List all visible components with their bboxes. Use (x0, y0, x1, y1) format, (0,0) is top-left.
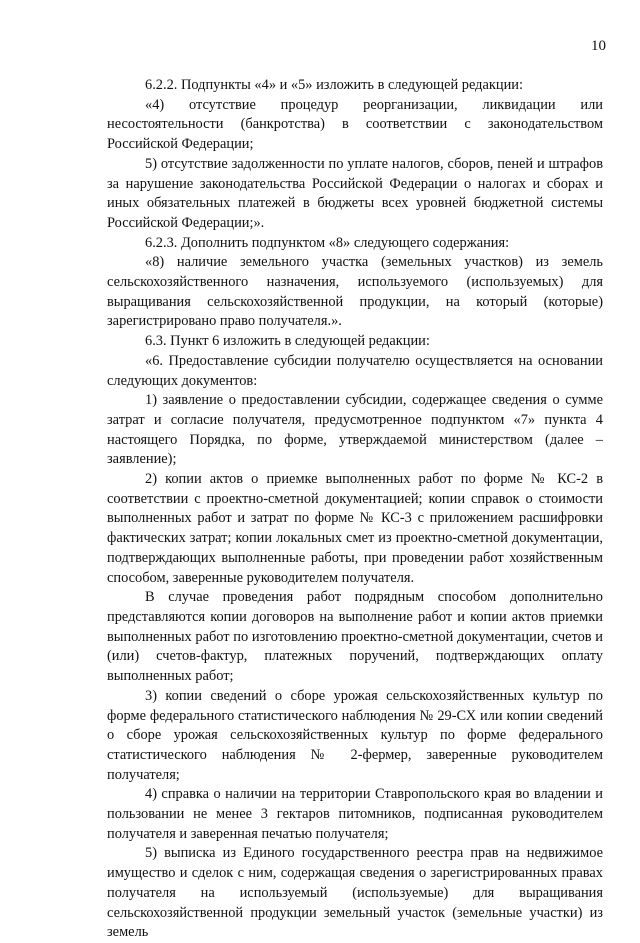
document-body (107, 76, 603, 943)
paragraph-6-3: 6.3. Пункт 6 изложить в следующей редакции: (145, 333, 430, 350)
paragraph-subitem-8: «8) наличие земельного участка (земельных участков) из земель сельскохозяйственного назначения, используемого (используемых) для выращивания сельскохозяйственной продукции, на который (которые) зарегистрировано право получателя.». (107, 254, 603, 330)
paragraph-doc-4: 4) справка о наличии на территории Ставропольского края во владении и пользовании не менее 3 гектаров питомников, подписанная руководителем получателя и заверенная печатью получателя; (107, 786, 603, 842)
paragraph-item-6: «6. Предоставление субсидии получателю осуществляется на основании следующих документов: (107, 352, 603, 389)
paragraph-doc-1: 1) заявление о предоставлении субсидии, содержащее сведения о сумме затрат и согласие получателя, предусмотренное подпунктом «7» пункта 4 настоящего Порядка, по форме, утверждаемой министерством (далее – заявление); (107, 392, 603, 468)
paragraph-6-2-3: 6.2.3. Дополнить подпунктом «8» следующего содержания: (145, 234, 510, 251)
paragraph-subitem-5: 5) отсутствие задолженности по уплате налогов, сборов, пеней и штрафов за нарушение законодательства Российской Федерации о налогах и сборах и иных обязательных платежей в бюджеты всех уровней бюджетной системы Российской Федерации;». (107, 155, 603, 231)
paragraph-subitem-4: «4) отсутствие процедур реорганизации, ликвидации или несостоятельности (банкротства) в соответствии с законодательством Российской Федерации; (107, 96, 603, 153)
page-number: 10 (591, 38, 606, 54)
paragraph-doc-2: 2) копии актов о приемке выполненных работ по форме № КС-2 в соответствии с проектно-сметной документацией; копии справок о стоимости выполненных работ и затрат по форме № КС-3 с приложением расшифровки фактических затрат; копии локальных смет из проектно-сметной документации, подтверждающих выполненные работы, при проведении работ хозяйственным способом, заверенные руководителем получателя. (107, 471, 603, 586)
paragraph-contract-case: В случае проведения работ подрядным способом дополнительно представляются копии договоров на выполнение работ и копии актов приемки выполненных работ по изготовлению проектно-сметной документации, счетов и (или) счетов-фактур, платежных поручений, подтверждающих оплату выполненных работ; (107, 589, 603, 685)
paragraph-doc-5: 5) выписка из Единого государственного реестра прав на недвижимое имущество и сделок с ним, содержащая сведения о зарегистрированных правах получателя на используемый (используемые) для выращивания сельскохозяйственной продукции земельный участок (земельные участки) из земель (107, 845, 603, 941)
paragraph-6-2-2: 6.2.2. Подпункты «4» и «5» изложить в следующей редакции: (145, 77, 523, 93)
paragraph-doc-3: 3) копии сведений о сборе урожая сельскохозяйственных культур по форме федерального статистического наблюдения № 29-СХ или копии сведений о сборе урожая сельскохозяйственных культур по форме федерального статистического наблюдения № 2-фермер, заверенные руководителем получателя; (107, 687, 603, 783)
